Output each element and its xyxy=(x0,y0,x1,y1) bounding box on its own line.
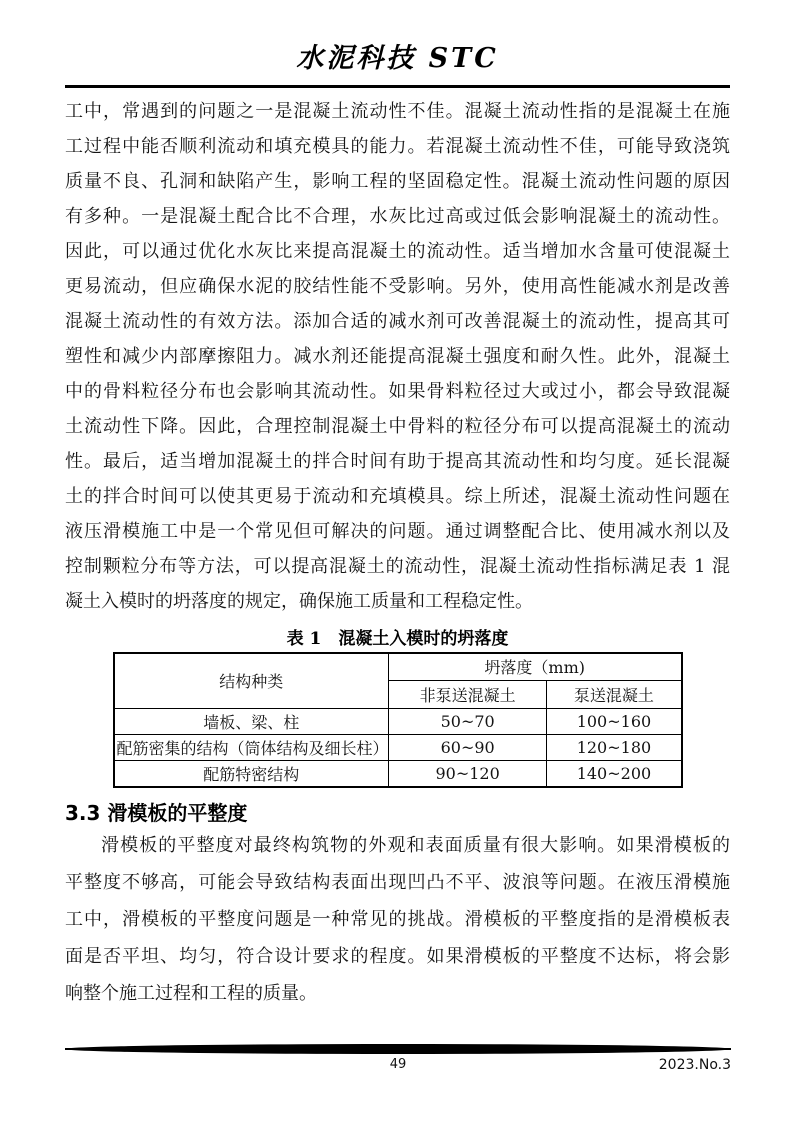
text-line: 工中，常遇到的问题之一是混凝土流动性不佳。混凝土流动性指的是混凝土在施 xyxy=(65,100,730,122)
header-rule xyxy=(65,85,730,88)
table-row xyxy=(114,709,682,735)
page-number: 49 xyxy=(389,1057,407,1072)
text-line: 塑性和减少内部摩擦阻力。减水剂还能提高混凝土强度和耐久性。此外，混凝土 xyxy=(65,345,730,367)
footer-rule xyxy=(65,1044,731,1054)
table-subheader-non-pumped: 非泵送混凝土 xyxy=(388,681,546,709)
content-area xyxy=(65,0,730,1012)
slump-table xyxy=(113,652,683,788)
text-line: 质量不良、孔洞和缺陷产生，影响工程的坚固稳定性。混凝土流动性问题的原因 xyxy=(65,170,730,192)
cell-non-pumped: 60~90 xyxy=(388,735,546,761)
footer-rule-lens xyxy=(65,1044,731,1054)
table-row xyxy=(114,761,682,787)
page-footer xyxy=(65,1044,731,1077)
cell-structure-type: 配筋特密结构 xyxy=(114,761,389,787)
table-caption: 表 1 混凝土入模时的坍落度 xyxy=(286,628,509,649)
issue-number: 2023.No.3 xyxy=(658,1057,731,1073)
paragraph-flatness xyxy=(65,827,730,1012)
text-line: 控制颗粒分布等方法，可以提高混凝土的流动性，混凝土流动性指标满足表 1 混 xyxy=(65,555,730,577)
cell-structure-type: 配筋密集的结构（筒体结构及细长柱） xyxy=(114,735,389,761)
table-header-structure-type: 结构种类 xyxy=(114,653,389,709)
text-line: 凝土入模时的坍落度的规定，确保施工质量和工程稳定性。 xyxy=(65,590,533,612)
table-subheader-pumped: 泵送混凝土 xyxy=(547,681,682,709)
text-line: 工中，滑模板的平整度问题是一种常见的挑战。滑模板的平整度指的是滑模板表 xyxy=(65,908,730,930)
text-line: 混凝土流动性的有效方法。添加合适的减水剂可改善混凝土的流动性，提高其可 xyxy=(65,310,730,332)
journal-title: 水泥科技 STC xyxy=(296,43,499,74)
text-line: 面是否平坦、均匀，符合设计要求的程度。如果滑模板的平整度不达标，将会影 xyxy=(65,945,730,967)
table-row xyxy=(114,735,682,761)
text-line: 工过程中能否顺利流动和填充模具的能力。若混凝土流动性不佳，可能导致浇筑 xyxy=(65,135,730,157)
cell-pumped: 100~160 xyxy=(547,709,682,735)
text-line: 响整个施工过程和工程的质量。 xyxy=(65,982,317,1004)
text-line: 中的骨料粒径分布也会影响其流动性。如果骨料粒径过大或过小，都会导致混凝 xyxy=(65,380,730,402)
section-heading: 3.3 滑模板的平整度 xyxy=(65,800,248,825)
paragraph-flowability xyxy=(65,94,730,619)
text-line: 滑模板的平整度对最终构筑物的外观和表面质量有很大影响。如果滑模板的 xyxy=(101,834,730,856)
text-line: 土的拌合时间可以使其更易于流动和充填模具。综上所述，混凝土流动性问题在 xyxy=(65,485,730,507)
cell-non-pumped: 50~70 xyxy=(388,709,546,735)
text-line: 有多种。一是混凝土配合比不合理，水灰比过高或过低会影响混凝土的流动性。 xyxy=(65,205,730,227)
cell-non-pumped: 90~120 xyxy=(388,761,546,787)
table-header-row-1 xyxy=(114,653,682,681)
text-line: 土流动性下降。因此，合理控制混凝土中骨料的粒径分布可以提高混凝土的流动 xyxy=(65,415,730,437)
cell-pumped: 120~180 xyxy=(547,735,682,761)
cell-pumped: 140~200 xyxy=(547,761,682,787)
text-line: 因此，可以通过优化水灰比来提高混凝土的流动性。适当增加水含量可使混凝土 xyxy=(65,240,730,262)
table-header-slump: 坍落度（mm) xyxy=(388,653,681,681)
cell-structure-type: 墙板、梁、柱 xyxy=(114,709,389,735)
text-line: 更易流动，但应确保水泥的胶结性能不受影响。另外，使用高性能减水剂是改善 xyxy=(65,275,730,297)
footer-meta xyxy=(65,1057,731,1077)
text-line: 平整度不够高，可能会导致结构表面出现凹凸不平、波浪等问题。在液压滑模施 xyxy=(65,871,730,893)
text-line: 性。最后，适当增加混凝土的拌合时间有助于提高其流动性和均匀度。延长混凝 xyxy=(65,450,730,472)
text-line: 液压滑模施工中是一个常见但可解决的问题。通过调整配合比、使用减水剂以及 xyxy=(65,520,730,542)
